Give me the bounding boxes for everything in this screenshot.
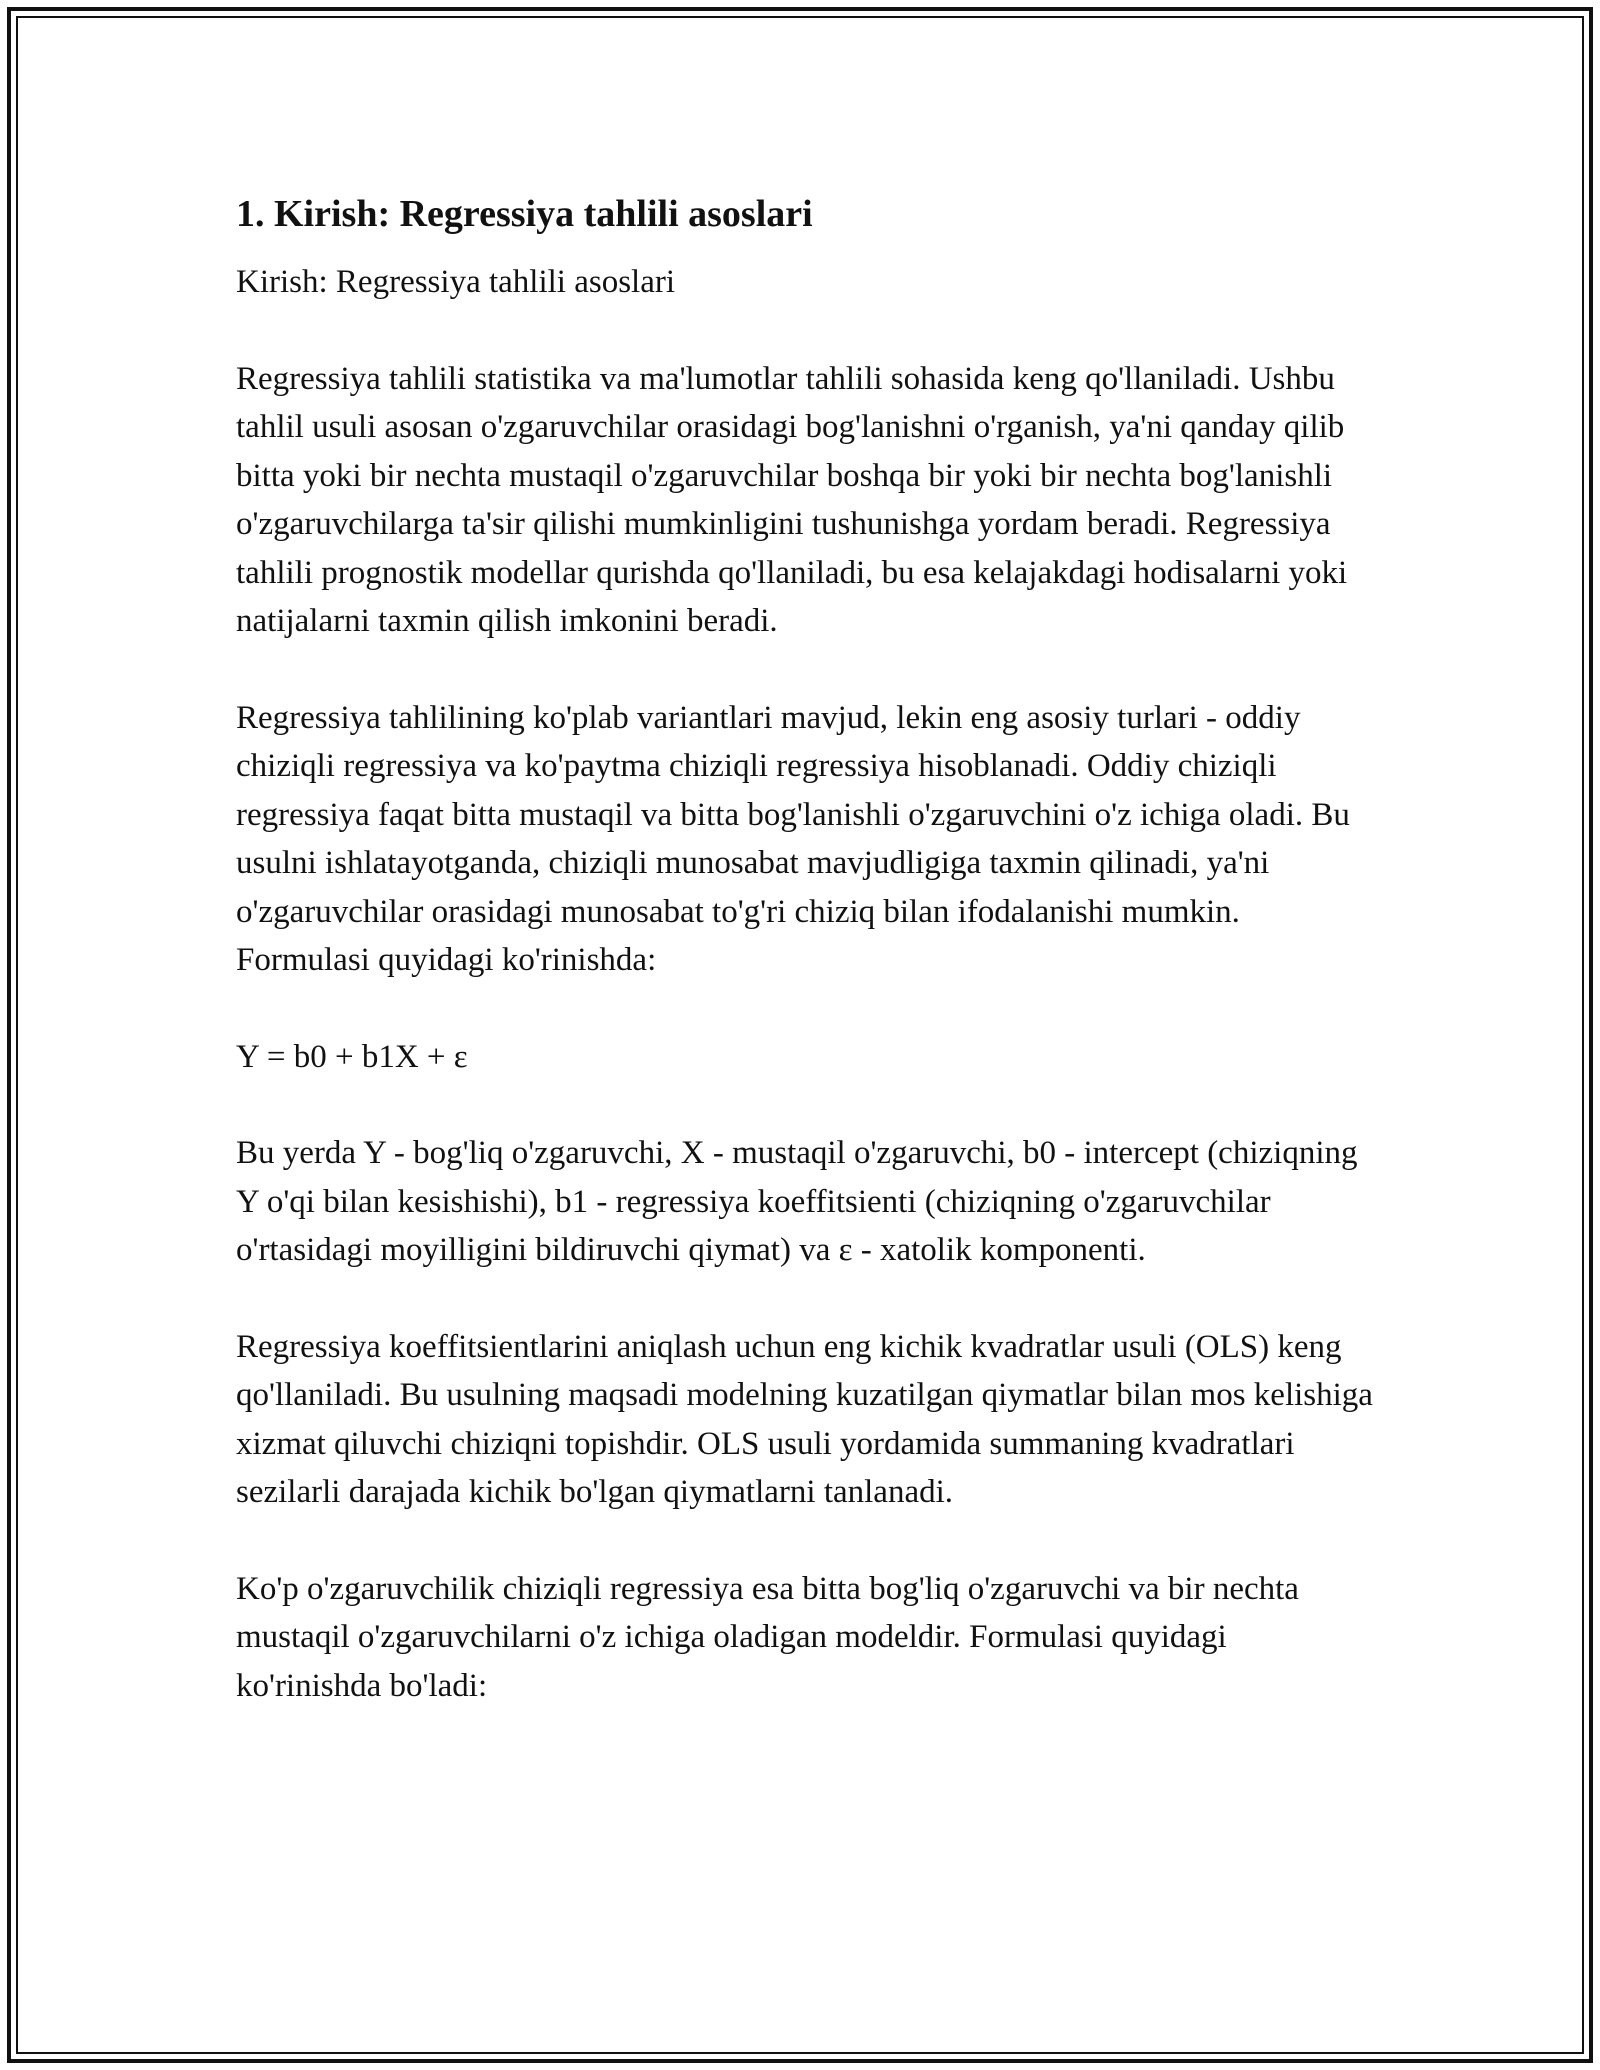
formula-simple-regression: Y = b0 + b1X + ε <box>236 1038 468 1075</box>
document-body <box>236 188 1376 1758</box>
paragraph-linear-regression: Regressiya tahlilining ko'plab variantlari mavjud, lekin eng asosiy turlari - oddiy chiziqli regressiya va ko'paytma chiziqli regressiya hisoblanadi. Oddiy chiziqli regressiya faqat bitta mustaqil va bitta bog'lanishli o'zgaruvchini o'z ichiga oladi. Bu usulni ishlatayotganda, chiziqli munosabat mavjudligiga taxmin qilinadi, ya'ni o'zgaruvchilar orasidagi munosabat to'g'ri chiziq bilan ifodalanishi mumkin. Formulasi quyidagi ko'rinishda: <box>236 699 1350 978</box>
paragraph-multiple-regression: Ko'p o'zgaruvchilik chiziqli regressiya esa bitta bog'liq o'zgaruvchi va bir nechta mustaqil o'zgaruvchilarni o'z ichiga oladigan modeldir. Formulasi quyidagi ko'rinishda bo'ladi: <box>236 1570 1299 1704</box>
section-heading: 1. Kirish: Regressiya tahlili asoslari <box>236 193 813 235</box>
paragraph-ols: Regressiya koeffitsientlarini aniqlash uchun eng kichik kvadratlar usuli (OLS) keng qo'llaniladi. Bu usulning maqsadi modelning kuzatilgan qiymatlar bilan mos kelishiga xizmat qiluvchi chiziqni topishdir. OLS usuli yordamida summaning kvadratlari sezilarli darajada kichik bo'lgan qiymatlarni tanlanadi. <box>236 1328 1373 1510</box>
paragraph-variables-explained: Bu yerda Y - bog'liq o'zgaruvchi, X - mustaqil o'zgaruvchi, b0 - intercept (chiziqning Y o'qi bilan kesishishi), b1 - regressiya koeffitsienti (chiziqning o'zgaruvchilar o'rtasidagi moyilligini bildiruvchi qiymat) va ε - xatolik komponenti. <box>236 1135 1358 1268</box>
paragraph-intro: Regressiya tahlili statistika va ma'lumotlar tahlili sohasida keng qo'llaniladi. Ushbu tahlil usuli asosan o'zgaruvchilar orasidagi bog'lanishni o'rganish, ya'ni qanday qilib bitta yoki bir nechta mustaqil o'zgaruvchilar boshqa bir yoki bir nechta bog'lanishli o'zgaruvchilarga ta'sir qilishi mumkinligini tushunishga yordam beradi. Regressiya tahlili prognostik modellar qurishda qo'llaniladi, bu esa kelajakdagi hodisalarni yoki natijalarni taxmin qilish imkonini beradi. <box>236 360 1348 639</box>
section-subtitle: Kirish: Regressiya tahlili asoslari <box>236 264 676 300</box>
